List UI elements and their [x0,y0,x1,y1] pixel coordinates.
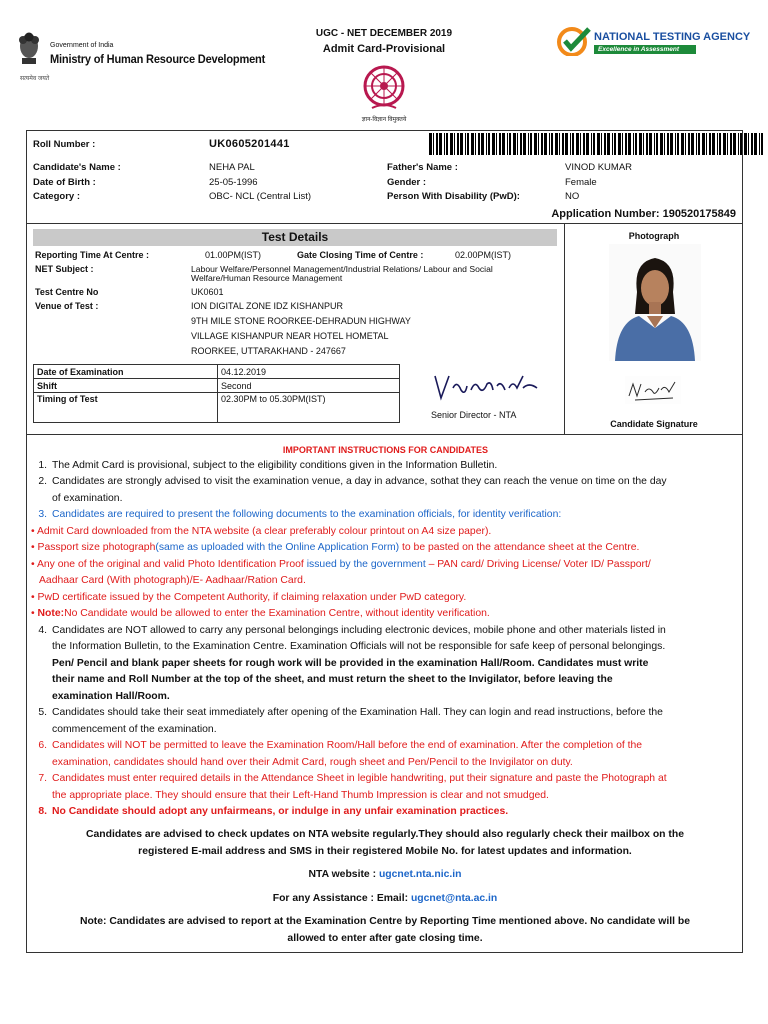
director-signature [427,368,547,404]
exam-date-value: 04.12.2019 [218,365,400,379]
candidate-signature [623,374,683,406]
instruction-item: 6. Candidates will NOT be permitted to leave the Examination Room/Hall before the end of examination. After the completion of the [38,740,643,751]
table-row [34,365,400,379]
instruction-item: of examination. [52,493,123,504]
instruction-item: the Information Bulletin, to the Examination Centre. Examination Officials will not be responsible for safe keep of personal belongings. [52,641,666,652]
instruction-item: 8. No Candidate should adopt any unfairmeans, or indulge in any unfair examination practices. [38,806,509,817]
page-header [0,0,768,128]
bullet-item: • PwD certificate issued by the Competent Authority, if claiming relaxation under PwD category. [31,592,467,603]
gender-label: Gender : [387,177,427,188]
category-value: OBC- NCL (Central List) [209,191,312,202]
candidate-photo [609,244,701,361]
advisory-line: registered E-mail address and SMS in their registered Mobile No. for latest updates and information. [138,846,632,857]
dob-label: Date of Birth : [33,177,96,188]
pwd-value: NO [565,191,580,202]
bullet-item: • Any one of the original and valid Photo Identification Proof issued by the government – PAN card/ Driving License/ Voter ID/ Passport/ [31,559,651,570]
instruction-item: commencement of the examination. [52,724,217,735]
pwd-label: Person With Disability (PwD): [387,191,520,202]
bullet-item: • Passport size photograph(same as uploaded with the Online Application Form) to be pasted on the attendance sheet at the Centre. [31,542,640,553]
instruction-item: their name and Roll Number at the top of the sheet, and must return the sheet to the Invigilator, before leaving the [52,674,613,685]
instruction-item: 5. Candidates should take their seat immediately after opening of the Examination Hall. They can login and read instructions, before the [38,707,663,718]
instruction-item: 7. Candidates must enter required details in the Attendance Sheet in legible handwriting, put their signature and paste the Photograph at [38,773,667,784]
venue-line: VILLAGE KISHANPUR NEAR HOTEL HOMETAL [191,331,389,341]
agency-name: NATIONAL TESTING AGENCY [594,31,751,43]
candidate-name-value: NEHA PAL [209,162,255,173]
candidate-name-label: Candidate's Name : [33,162,121,173]
venue-line: 9TH MILE STONE ROORKEE-DEHRADUN HIGHWAY [191,316,411,326]
instruction-item: examination, candidates should hand over their Admit Card, rough sheet and Pen/Pencil to the Invigilator on duty. [52,757,573,768]
application-number: Application Number: 190520175849 [551,208,736,220]
roll-number-label: Roll Number : [33,139,96,150]
subject-label: NET Subject : [35,264,94,274]
director-label: Senior Director - NTA [431,410,517,420]
agency-tagline: Excellence in Assessment [594,45,696,54]
dob-value: 25-05-1996 [209,177,258,188]
centre-no-value: UK0601 [191,287,224,297]
test-details-left [27,224,563,434]
card-title: Admit Card-Provisional [322,43,446,55]
centre-no-label: Test Centre No [35,287,99,297]
table-row [34,393,400,423]
instructions-section [26,435,743,953]
gate-closing-label: Gate Closing Time of Centre : [297,250,424,260]
venue-line: ROORKEE, UTTARAKHAND - 247667 [191,346,346,356]
barcode-icon [429,133,765,155]
instruction-item: the appropriate place. They should ensure that their Left-Hand Thumb Impression is clear and not smudged. [52,790,549,801]
timing-label: Timing of Test [34,393,218,423]
website-line: NTA website : ugcnet.nta.nic.in [308,869,462,880]
subject-line-1: Labour Welfare/Personnel Management/Industrial Relations/ Labour and Social [191,264,493,274]
roll-number-value: UK0605201441 [209,138,290,150]
note-line: allowed to enter after gate closing time. [287,933,483,944]
instruction-item: 1. The Admit Card is provisional, subject to the eligibility conditions given in the Information Bulletin. [38,460,498,471]
instructions-title: IMPORTANT INSTRUCTIONS FOR CANDIDATES [282,445,489,455]
candidate-signature-label: Candidate Signature [610,419,698,429]
gov-india-label: Government of India [50,42,114,49]
gender-value: Female [565,177,597,188]
exam-schedule-table [33,364,400,423]
photo-label: Photograph [628,231,680,241]
exam-title: UGC - NET DECEMBER 2019 [315,28,453,39]
gate-closing-value: 02.00PM(IST) [455,250,512,260]
bullet-item: • Note:No Candidate would be allowed to enter the Examination Centre, without identity verification. [31,608,490,619]
instruction-item: 3. Candidates are required to present the following documents to the examination officials, for identity verification: [38,509,562,520]
ugc-motto: ज्ञान-विज्ञान विमुक्तये [361,117,407,123]
instruction-item: 2. Candidates are strongly advised to visit the examination venue, a day in advance, sothat they can reach the venue on time on the day [38,476,667,487]
timing-value: 02.30PM to 05.30PM(IST) [218,393,400,423]
ugc-logo-icon [360,64,408,112]
emblem-motto: सत्यमेव जयते [20,76,50,82]
exam-date-label: Date of Examination [34,365,218,379]
ministry-label: Ministry of Human Resource Development [50,52,266,66]
table-row [34,379,400,393]
venue-line: ION DIGITAL ZONE IDZ KISHANPUR [191,301,344,311]
instruction-item: examination Hall/Room. [52,691,170,702]
nta-logo-icon [556,26,592,56]
assistance-email-link[interactable]: ugcnet@nta.ac.in [410,893,498,904]
category-label: Category : [33,191,80,202]
test-details-title: Test Details [33,229,557,246]
bullet-item: Aadhaar Card (With photograph)/E- Aadhaar/Ration Card. [39,575,306,586]
reporting-time-value: 01.00PM(IST) [205,250,262,260]
photo-box [564,224,742,434]
venue-label: Venue of Test : [35,301,99,311]
reporting-time-label: Reporting Time At Centre : [35,250,150,260]
father-name-value: VINOD KUMAR [565,162,633,173]
assistance-line: For any Assistance : Email: ugcnet@nta.ac.in [272,893,498,904]
shift-value: Second [218,379,400,393]
candidate-details [26,130,743,224]
subject-line-2: Welfare/Human Resource Management [191,273,343,283]
note-line: Note: Candidates are advised to report at the Examination Centre by Reporting Time mentioned above. No candidate will be [79,916,691,927]
test-details [26,223,743,435]
instruction-item: 4. Candidates are NOT allowed to carry any personal belongings including electronic devices, mobile phone and other materials listed in [38,625,666,636]
website-link[interactable]: ugcnet.nta.nic.in [378,869,462,880]
bullet-item: • Admit Card downloaded from the NTA website (a clear preferably colour printout on A4 size paper). [31,526,492,537]
shift-label: Shift [34,379,218,393]
instruction-item: Pen/ Pencil and blank paper sheets for rough work will be provided in the examination Hall/Room. Candidates must write [52,658,649,669]
father-name-label: Father's Name : [387,162,458,173]
advisory-line: Candidates are advised to check updates on NTA website regularly.They should also regularly check their mailbox on the [85,829,684,840]
